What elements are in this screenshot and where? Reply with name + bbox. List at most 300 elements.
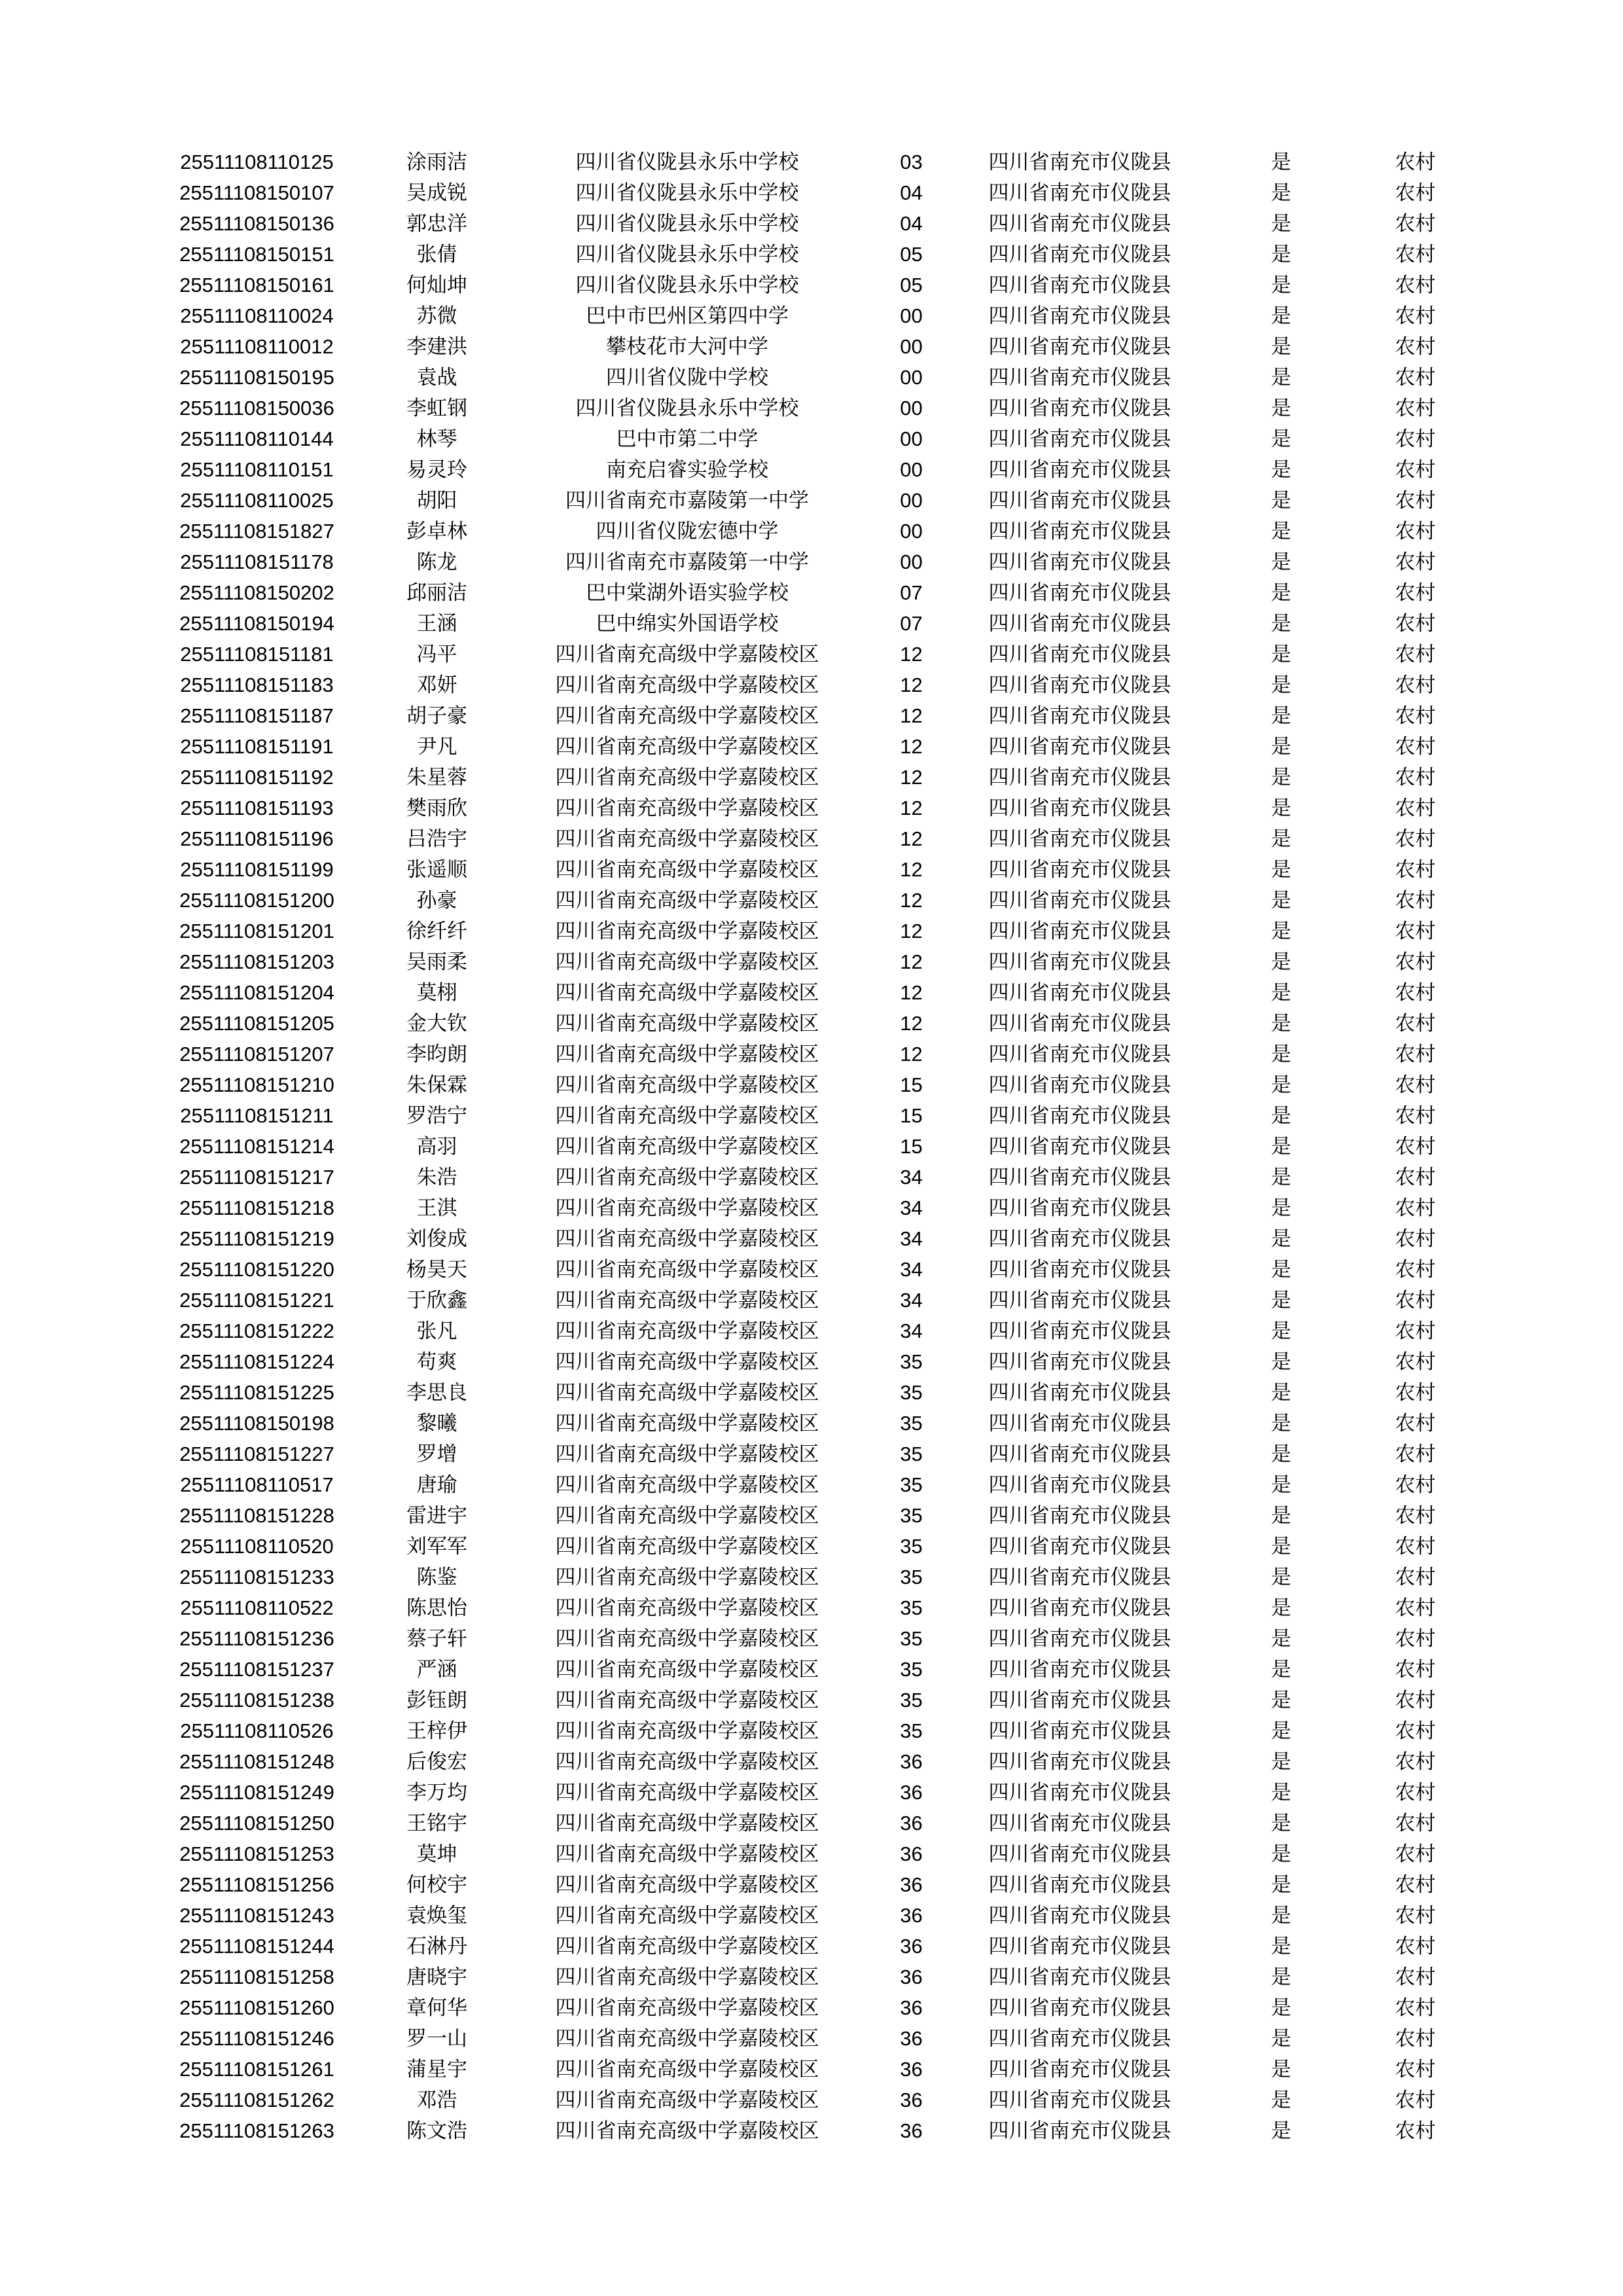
table-row: [151, 1777, 1469, 1808]
residence-type-cell: 农村: [1395, 1935, 1436, 1958]
class-code-cell: 34: [900, 1289, 923, 1312]
class-code-cell: 36: [900, 1996, 923, 2019]
class-code-cell: 35: [900, 1566, 923, 1588]
school-cell: 四川省南充高级中学嘉陵校区: [555, 1566, 819, 1588]
residence-type-cell: 农村: [1395, 827, 1436, 850]
exam-id-cell: 25511108150202: [179, 581, 334, 604]
confirm-flag-cell: 是: [1271, 1781, 1291, 1804]
exam-id-cell: 25511108151827: [179, 520, 334, 543]
confirm-flag-cell: 是: [1271, 1904, 1291, 1927]
district-cell: 四川省南充市仪陇县: [988, 1842, 1171, 1865]
table-row: [151, 423, 1469, 454]
district-cell: 四川省南充市仪陇县: [988, 1750, 1171, 1773]
exam-id-cell: 25511108110012: [180, 335, 334, 358]
class-code-cell: 34: [900, 1196, 923, 1219]
student-name-cell: 朱星蓉: [406, 766, 467, 789]
exam-id-cell: 25511108110522: [180, 1596, 334, 1619]
table-row: [151, 239, 1469, 270]
confirm-flag-cell: 是: [1271, 766, 1291, 789]
district-cell: 四川省南充市仪陇县: [988, 1689, 1171, 1712]
student-name-cell: 陈文浩: [406, 2119, 467, 2142]
residence-type-cell: 农村: [1395, 858, 1436, 881]
table-row: [151, 454, 1469, 485]
class-code-cell: 36: [900, 1781, 923, 1804]
district-cell: 四川省南充市仪陇县: [988, 1812, 1171, 1835]
district-cell: 四川省南充市仪陇县: [988, 427, 1171, 450]
table-row: [151, 1377, 1469, 1408]
exam-id-cell: 25511108151181: [180, 643, 334, 666]
student-name-cell: 黎曦: [416, 1412, 457, 1435]
exam-id-cell: 25511108151219: [179, 1227, 334, 1250]
exam-id-cell: 25511108151207: [179, 1043, 334, 1066]
table-row: [151, 1285, 1469, 1316]
residence-type-cell: 农村: [1395, 1289, 1436, 1312]
student-name-cell: 陈思怡: [406, 1596, 467, 1619]
class-code-cell: 00: [900, 366, 923, 389]
residence-type-cell: 农村: [1395, 1012, 1436, 1035]
exam-id-cell: 25511108151260: [179, 1996, 334, 2019]
student-name-cell: 李虹钢: [406, 397, 467, 420]
class-code-cell: 35: [900, 1535, 923, 1558]
confirm-flag-cell: 是: [1271, 212, 1291, 235]
exam-id-cell: 25511108151237: [179, 1658, 334, 1681]
school-cell: 四川省南充高级中学嘉陵校区: [555, 1043, 819, 1066]
confirm-flag-cell: 是: [1271, 1935, 1291, 1958]
class-code-cell: 35: [900, 1658, 923, 1681]
exam-id-cell: 25511108151224: [179, 1350, 334, 1373]
class-code-cell: 00: [900, 458, 923, 481]
district-cell: 四川省南充市仪陇县: [988, 889, 1171, 912]
district-cell: 四川省南充市仪陇县: [988, 1904, 1171, 1927]
class-code-cell: 36: [900, 1842, 923, 1865]
class-code-cell: 35: [900, 1504, 923, 1527]
residence-type-cell: 农村: [1395, 2119, 1436, 2142]
school-cell: 四川省仪陇县永乐中学校: [575, 243, 799, 266]
exam-id-cell: 25511108151227: [179, 1443, 334, 1465]
exam-id-cell: 25511108110125: [180, 151, 334, 173]
district-cell: 四川省南充市仪陇县: [988, 1012, 1171, 1035]
exam-id-cell: 25511108110144: [180, 427, 334, 450]
student-name-cell: 吕浩宇: [406, 827, 467, 850]
residence-type-cell: 农村: [1395, 797, 1436, 819]
district-cell: 四川省南充市仪陇县: [988, 520, 1171, 543]
confirm-flag-cell: 是: [1271, 489, 1291, 512]
school-cell: 四川省南充高级中学嘉陵校区: [555, 1535, 819, 1558]
table-row: [151, 1193, 1469, 1223]
district-cell: 四川省南充市仪陇县: [988, 550, 1171, 573]
residence-type-cell: 农村: [1395, 889, 1436, 912]
class-code-cell: 35: [900, 1596, 923, 1619]
residence-type-cell: 农村: [1395, 1627, 1436, 1650]
table-row: [151, 1992, 1469, 2023]
confirm-flag-cell: 是: [1271, 1166, 1291, 1189]
district-cell: 四川省南充市仪陇县: [988, 1381, 1171, 1404]
school-cell: 四川省南充高级中学嘉陵校区: [555, 1781, 819, 1804]
exam-id-cell: 25511108151191: [180, 735, 334, 758]
residence-type-cell: 农村: [1395, 1473, 1436, 1496]
confirm-flag-cell: 是: [1271, 1012, 1291, 1035]
student-name-cell: 张倩: [416, 243, 457, 266]
exam-id-cell: 25511108151228: [179, 1504, 334, 1527]
table-row: [151, 854, 1469, 885]
confirm-flag-cell: 是: [1271, 1842, 1291, 1865]
table-row: [151, 762, 1469, 793]
confirm-flag-cell: 是: [1271, 458, 1291, 481]
district-cell: 四川省南充市仪陇县: [988, 643, 1171, 666]
table-row: [151, 1839, 1469, 1869]
table-row: [151, 1592, 1469, 1623]
table-row: [151, 1531, 1469, 1562]
school-cell: 四川省仪陇县永乐中学校: [575, 397, 799, 420]
confirm-flag-cell: 是: [1271, 243, 1291, 266]
confirm-flag-cell: 是: [1271, 1350, 1291, 1373]
district-cell: 四川省南充市仪陇县: [988, 2058, 1171, 2081]
exam-id-cell: 25511108151211: [180, 1104, 334, 1127]
residence-type-cell: 农村: [1395, 1412, 1436, 1435]
school-cell: 四川省仪陇县永乐中学校: [575, 181, 799, 204]
residence-type-cell: 农村: [1395, 366, 1436, 389]
student-name-cell: 朱保霖: [406, 1073, 467, 1096]
residence-type-cell: 农村: [1395, 1842, 1436, 1865]
table-row: [151, 1654, 1469, 1685]
confirm-flag-cell: 是: [1271, 1566, 1291, 1588]
student-name-cell: 李万均: [406, 1781, 467, 1804]
residence-type-cell: 农村: [1395, 1166, 1436, 1189]
class-code-cell: 34: [900, 1258, 923, 1281]
exam-id-cell: 25511108151204: [179, 981, 334, 1004]
confirm-flag-cell: 是: [1271, 304, 1291, 327]
exam-id-cell: 25511108151178: [180, 550, 334, 573]
confirm-flag-cell: 是: [1271, 1873, 1291, 1896]
student-name-cell: 涂雨洁: [406, 151, 467, 173]
class-code-cell: 36: [900, 1873, 923, 1896]
residence-type-cell: 农村: [1395, 1073, 1436, 1096]
table-row: [151, 1254, 1469, 1285]
class-code-cell: 12: [900, 827, 923, 850]
class-code-cell: 34: [900, 1319, 923, 1342]
table-row: [151, 1069, 1469, 1100]
district-cell: 四川省南充市仪陇县: [988, 1289, 1171, 1312]
table-row: [151, 1962, 1469, 1992]
student-name-cell: 冯平: [416, 643, 457, 666]
exam-id-cell: 25511108151192: [180, 766, 334, 789]
school-cell: 巴中市巴州区第四中学: [586, 304, 789, 327]
school-cell: 四川省南充高级中学嘉陵校区: [555, 1135, 819, 1158]
district-cell: 四川省南充市仪陇县: [988, 1873, 1171, 1896]
class-code-cell: 36: [900, 2027, 923, 2050]
exam-id-cell: 25511108150161: [179, 274, 334, 296]
table-row: [151, 577, 1469, 608]
confirm-flag-cell: 是: [1271, 827, 1291, 850]
student-name-cell: 彭卓林: [406, 520, 467, 543]
class-code-cell: 12: [900, 797, 923, 819]
district-cell: 四川省南充市仪陇县: [988, 1043, 1171, 1066]
table-row: [151, 2115, 1469, 2146]
table-row: [151, 547, 1469, 577]
exam-id-cell: 25511108151199: [180, 858, 334, 881]
residence-type-cell: 农村: [1395, 735, 1436, 758]
confirm-flag-cell: 是: [1271, 1443, 1291, 1465]
school-cell: 四川省南充高级中学嘉陵校区: [555, 1166, 819, 1189]
district-cell: 四川省南充市仪陇县: [988, 181, 1171, 204]
residence-type-cell: 农村: [1395, 766, 1436, 789]
table-row: [151, 670, 1469, 700]
school-cell: 四川省仪陇县永乐中学校: [575, 151, 799, 173]
district-cell: 四川省南充市仪陇县: [988, 1596, 1171, 1619]
student-name-cell: 邓浩: [416, 2089, 457, 2111]
student-name-cell: 于欣鑫: [406, 1289, 467, 1312]
class-code-cell: 00: [900, 427, 923, 450]
exam-id-cell: 25511108110520: [180, 1535, 334, 1558]
residence-type-cell: 农村: [1395, 1596, 1436, 1619]
class-code-cell: 12: [900, 858, 923, 881]
exam-id-cell: 25511108151205: [179, 1012, 334, 1035]
confirm-flag-cell: 是: [1271, 704, 1291, 727]
exam-id-cell: 25511108110151: [180, 458, 334, 481]
confirm-flag-cell: 是: [1271, 2089, 1291, 2111]
class-code-cell: 36: [900, 1935, 923, 1958]
student-name-cell: 金大钦: [406, 1012, 467, 1035]
school-cell: 四川省南充市嘉陵第一中学: [565, 489, 809, 512]
exam-id-cell: 25511108151218: [179, 1196, 334, 1219]
student-name-cell: 尹凡: [416, 735, 457, 758]
residence-type-cell: 农村: [1395, 2058, 1436, 2081]
class-code-cell: 00: [900, 550, 923, 573]
table-row: [151, 1439, 1469, 1469]
table-row: [151, 1715, 1469, 1746]
school-cell: 四川省南充高级中学嘉陵校区: [555, 858, 819, 881]
class-code-cell: 35: [900, 1412, 923, 1435]
table-row: [151, 2023, 1469, 2054]
district-cell: 四川省南充市仪陇县: [988, 1319, 1171, 1342]
district-cell: 四川省南充市仪陇县: [988, 858, 1171, 881]
confirm-flag-cell: 是: [1271, 335, 1291, 358]
school-cell: 四川省南充高级中学嘉陵校区: [555, 1443, 819, 1465]
student-name-cell: 刘军军: [406, 1535, 467, 1558]
student-name-cell: 胡阳: [416, 489, 457, 512]
school-cell: 四川省南充高级中学嘉陵校区: [555, 1412, 819, 1435]
class-code-cell: 34: [900, 1227, 923, 1250]
school-cell: 四川省南充高级中学嘉陵校区: [555, 1350, 819, 1373]
residence-type-cell: 农村: [1395, 1350, 1436, 1373]
district-cell: 四川省南充市仪陇县: [988, 1350, 1171, 1373]
confirm-flag-cell: 是: [1271, 1043, 1291, 1066]
exam-id-cell: 25511108150107: [179, 181, 334, 204]
confirm-flag-cell: 是: [1271, 889, 1291, 912]
table-row: [151, 362, 1469, 393]
residence-type-cell: 农村: [1395, 704, 1436, 727]
confirm-flag-cell: 是: [1271, 1104, 1291, 1127]
district-cell: 四川省南充市仪陇县: [988, 1566, 1171, 1588]
residence-type-cell: 农村: [1395, 673, 1436, 696]
table-row: [151, 1685, 1469, 1715]
confirm-flag-cell: 是: [1271, 397, 1291, 420]
school-cell: 四川省南充高级中学嘉陵校区: [555, 981, 819, 1004]
exam-id-cell: 25511108151262: [179, 2089, 334, 2111]
school-cell: 四川省南充高级中学嘉陵校区: [555, 1689, 819, 1712]
district-cell: 四川省南充市仪陇县: [988, 243, 1171, 266]
table-row: [151, 1869, 1469, 1900]
class-code-cell: 35: [900, 1473, 923, 1496]
confirm-flag-cell: 是: [1271, 612, 1291, 635]
school-cell: 四川省南充高级中学嘉陵校区: [555, 1812, 819, 1835]
residence-type-cell: 农村: [1395, 1504, 1436, 1527]
class-code-cell: 12: [900, 889, 923, 912]
school-cell: 四川省南充高级中学嘉陵校区: [555, 1842, 819, 1865]
residence-type-cell: 农村: [1395, 981, 1436, 1004]
school-cell: 四川省南充高级中学嘉陵校区: [555, 1658, 819, 1681]
exam-id-cell: 25511108151193: [180, 797, 334, 819]
exam-id-cell: 25511108151225: [179, 1381, 334, 1404]
student-name-cell: 王铭宇: [406, 1812, 467, 1835]
school-cell: 四川省南充高级中学嘉陵校区: [555, 704, 819, 727]
confirm-flag-cell: 是: [1271, 1473, 1291, 1496]
student-name-cell: 罗增: [416, 1443, 457, 1465]
district-cell: 四川省南充市仪陇县: [988, 1719, 1171, 1742]
student-name-cell: 莫栩: [416, 981, 457, 1004]
class-code-cell: 00: [900, 520, 923, 543]
class-code-cell: 35: [900, 1350, 923, 1373]
exam-id-cell: 25511108151183: [180, 673, 334, 696]
table-row: [151, 1223, 1469, 1254]
exam-id-cell: 25511108151248: [179, 1750, 334, 1773]
confirm-flag-cell: 是: [1271, 797, 1291, 819]
district-cell: 四川省南充市仪陇县: [988, 335, 1171, 358]
confirm-flag-cell: 是: [1271, 1135, 1291, 1158]
residence-type-cell: 农村: [1395, 1381, 1436, 1404]
confirm-flag-cell: 是: [1271, 1596, 1291, 1619]
confirm-flag-cell: 是: [1271, 1073, 1291, 1096]
table-row: [151, 1346, 1469, 1377]
district-cell: 四川省南充市仪陇县: [988, 397, 1171, 420]
residence-type-cell: 农村: [1395, 458, 1436, 481]
district-cell: 四川省南充市仪陇县: [988, 673, 1171, 696]
confirm-flag-cell: 是: [1271, 1812, 1291, 1835]
residence-type-cell: 农村: [1395, 1566, 1436, 1588]
table-row: [151, 977, 1469, 1008]
school-cell: 四川省南充高级中学嘉陵校区: [555, 1196, 819, 1219]
table-row: [151, 270, 1469, 300]
residence-type-cell: 农村: [1395, 1873, 1436, 1896]
residence-type-cell: 农村: [1395, 520, 1436, 543]
district-cell: 四川省南充市仪陇县: [988, 1258, 1171, 1281]
class-code-cell: 15: [900, 1135, 923, 1158]
school-cell: 四川省南充高级中学嘉陵校区: [555, 1719, 819, 1742]
school-cell: 四川省南充高级中学嘉陵校区: [555, 643, 819, 666]
district-cell: 四川省南充市仪陇县: [988, 797, 1171, 819]
residence-type-cell: 农村: [1395, 1227, 1436, 1250]
residence-type-cell: 农村: [1395, 1781, 1436, 1804]
district-cell: 四川省南充市仪陇县: [988, 612, 1171, 635]
exam-id-cell: 25511108151203: [179, 950, 334, 973]
confirm-flag-cell: 是: [1271, 1319, 1291, 1342]
class-code-cell: 00: [900, 304, 923, 327]
student-name-cell: 袁战: [416, 366, 457, 389]
table-row: [151, 916, 1469, 946]
school-cell: 四川省南充高级中学嘉陵校区: [555, 1873, 819, 1896]
residence-type-cell: 农村: [1395, 489, 1436, 512]
school-cell: 四川省南充高级中学嘉陵校区: [555, 1289, 819, 1312]
school-cell: 巴中棠湖外语实验学校: [586, 581, 789, 604]
school-cell: 四川省南充高级中学嘉陵校区: [555, 1935, 819, 1958]
residence-type-cell: 农村: [1395, 1719, 1436, 1742]
exam-id-cell: 25511108151196: [180, 827, 334, 850]
exam-id-cell: 25511108110517: [180, 1473, 334, 1496]
student-name-cell: 后俊宏: [406, 1750, 467, 1773]
district-cell: 四川省南充市仪陇县: [988, 827, 1171, 850]
district-cell: 四川省南充市仪陇县: [988, 1412, 1171, 1435]
student-name-cell: 邱丽洁: [406, 581, 467, 604]
confirm-flag-cell: 是: [1271, 1535, 1291, 1558]
residence-type-cell: 农村: [1395, 1535, 1436, 1558]
residence-type-cell: 农村: [1395, 643, 1436, 666]
table-row: [151, 1316, 1469, 1346]
class-code-cell: 07: [900, 612, 923, 635]
student-name-cell: 吴成锐: [406, 181, 467, 204]
residence-type-cell: 农村: [1395, 1196, 1436, 1219]
table-row: [151, 1808, 1469, 1839]
confirm-flag-cell: 是: [1271, 1996, 1291, 2019]
exam-id-cell: 25511108110526: [180, 1719, 334, 1742]
district-cell: 四川省南充市仪陇县: [988, 304, 1171, 327]
table-row: [151, 946, 1469, 977]
student-name-cell: 石淋丹: [406, 1935, 467, 1958]
confirm-flag-cell: 是: [1271, 520, 1291, 543]
class-code-cell: 00: [900, 397, 923, 420]
table-row: [151, 1100, 1469, 1131]
confirm-flag-cell: 是: [1271, 1504, 1291, 1527]
exam-id-cell: 25511108151258: [179, 1965, 334, 1988]
exam-id-cell: 25511108151261: [179, 2058, 334, 2081]
school-cell: 四川省南充高级中学嘉陵校区: [555, 1504, 819, 1527]
confirm-flag-cell: 是: [1271, 2119, 1291, 2142]
confirm-flag-cell: 是: [1271, 181, 1291, 204]
student-name-cell: 李建洪: [406, 335, 467, 358]
school-cell: 四川省南充高级中学嘉陵校区: [555, 735, 819, 758]
district-cell: 四川省南充市仪陇县: [988, 489, 1171, 512]
district-cell: 四川省南充市仪陇县: [988, 1196, 1171, 1219]
district-cell: 四川省南充市仪陇县: [988, 1073, 1171, 1096]
school-cell: 四川省南充高级中学嘉陵校区: [555, 1904, 819, 1927]
class-code-cell: 05: [900, 274, 923, 296]
confirm-flag-cell: 是: [1271, 1381, 1291, 1404]
student-name-cell: 唐瑜: [416, 1473, 457, 1496]
exam-id-cell: 25511108151222: [179, 1319, 334, 1342]
school-cell: 四川省南充高级中学嘉陵校区: [555, 2119, 819, 2142]
school-cell: 四川省仪陇宏德中学: [596, 520, 779, 543]
residence-type-cell: 农村: [1395, 1812, 1436, 1835]
district-cell: 四川省南充市仪陇县: [988, 1473, 1171, 1496]
confirm-flag-cell: 是: [1271, 1658, 1291, 1681]
class-code-cell: 36: [900, 1750, 923, 1773]
class-code-cell: 07: [900, 581, 923, 604]
student-name-cell: 高羽: [416, 1135, 457, 1158]
confirm-flag-cell: 是: [1271, 858, 1291, 881]
district-cell: 四川省南充市仪陇县: [988, 581, 1171, 604]
class-code-cell: 12: [900, 920, 923, 942]
student-name-cell: 王淇: [416, 1196, 457, 1219]
student-name-cell: 彭钰朗: [406, 1689, 467, 1712]
residence-type-cell: 农村: [1395, 1319, 1436, 1342]
residence-type-cell: 农村: [1395, 151, 1436, 173]
district-cell: 四川省南充市仪陇县: [988, 950, 1171, 973]
student-name-cell: 袁焕玺: [406, 1904, 467, 1927]
district-cell: 四川省南充市仪陇县: [988, 1965, 1171, 1988]
class-code-cell: 00: [900, 489, 923, 512]
residence-type-cell: 农村: [1395, 1258, 1436, 1281]
district-cell: 四川省南充市仪陇县: [988, 366, 1171, 389]
district-cell: 四川省南充市仪陇县: [988, 1135, 1171, 1158]
